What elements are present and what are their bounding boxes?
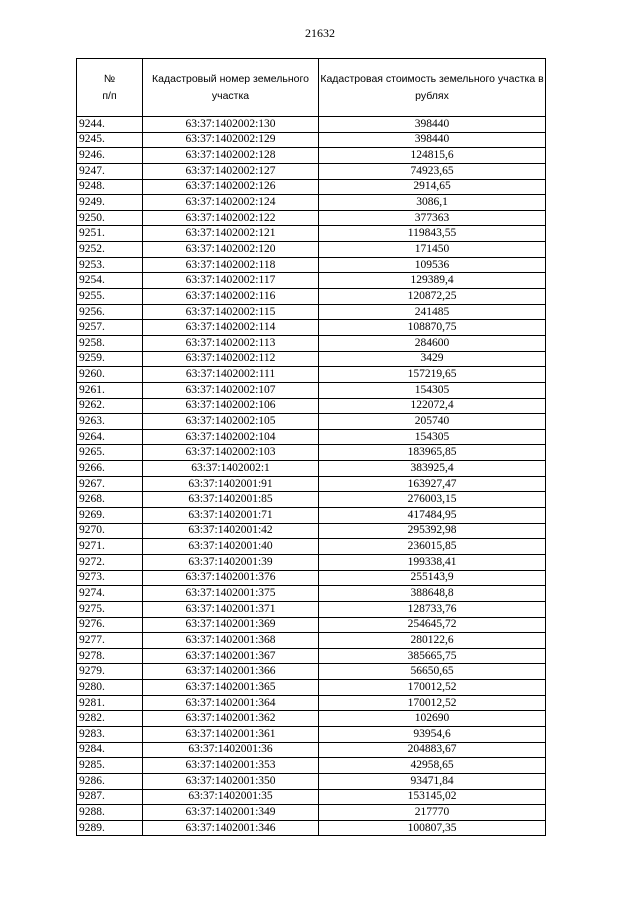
table-row <box>77 726 546 742</box>
cadastral-number-cell: 63:37:1402002:1 <box>143 461 319 477</box>
row-number-cell: 9249. <box>77 195 143 211</box>
cadastral-value-cell: 236015,85 <box>319 539 546 555</box>
cadastral-number-cell: 63:37:1402001:91 <box>143 476 319 492</box>
cadastral-value-cell: 398440 <box>319 117 546 133</box>
row-number-cell: 9272. <box>77 554 143 570</box>
cadastral-value-cell: 154305 <box>319 382 546 398</box>
table-row <box>77 351 546 367</box>
cadastral-value-cell: 295392,98 <box>319 523 546 539</box>
table-row <box>77 711 546 727</box>
table-row <box>77 429 546 445</box>
header-number-sign: № <box>103 72 116 85</box>
cadastral-value-cell: 163927,47 <box>319 476 546 492</box>
row-number-cell: 9252. <box>77 242 143 258</box>
table-row <box>77 320 546 336</box>
cadastral-number-cell: 63:37:1402001:365 <box>143 680 319 696</box>
cadastral-value-cell: 388648,8 <box>319 586 546 602</box>
row-number-cell: 9260. <box>77 367 143 383</box>
cadastral-number-cell: 63:37:1402002:117 <box>143 273 319 289</box>
cadastral-number-cell: 63:37:1402001:42 <box>143 523 319 539</box>
cadastral-value-cell: 3086,1 <box>319 195 546 211</box>
row-number-cell: 9248. <box>77 179 143 195</box>
table-row <box>77 523 546 539</box>
cadastral-value-cell: 157219,65 <box>319 367 546 383</box>
row-number-cell: 9259. <box>77 351 143 367</box>
table-body <box>77 117 546 836</box>
cadastral-number-cell: 63:37:1402002:113 <box>143 335 319 351</box>
row-number-cell: 9265. <box>77 445 143 461</box>
cadastral-number-cell: 63:37:1402002:114 <box>143 320 319 336</box>
cadastral-value-cell: 154305 <box>319 429 546 445</box>
table-row <box>77 601 546 617</box>
row-number-cell: 9244. <box>77 117 143 133</box>
table-row <box>77 476 546 492</box>
cadastral-value-cell: 2914,65 <box>319 179 546 195</box>
row-number-cell: 9256. <box>77 304 143 320</box>
table-row <box>77 586 546 602</box>
table-row <box>77 335 546 351</box>
header-row-number <box>77 59 143 117</box>
row-number-cell: 9247. <box>77 163 143 179</box>
cadastral-number-cell: 63:37:1402002:115 <box>143 304 319 320</box>
cadastral-value-cell: 255143,9 <box>319 570 546 586</box>
cadastral-number-cell: 63:37:1402001:371 <box>143 601 319 617</box>
table-row <box>77 398 546 414</box>
cadastral-value-cell: 120872,25 <box>319 289 546 305</box>
row-number-cell: 9264. <box>77 429 143 445</box>
cadastral-value-cell: 122072,4 <box>319 398 546 414</box>
cadastral-number-cell: 63:37:1402002:106 <box>143 398 319 414</box>
table-row <box>77 570 546 586</box>
cadastral-value-cell: 385665,75 <box>319 648 546 664</box>
header-number-abbrev: п/п <box>102 89 117 102</box>
cadastral-value-cell: 108870,75 <box>319 320 546 336</box>
table-row <box>77 789 546 805</box>
cadastral-value-cell: 398440 <box>319 132 546 148</box>
cadastral-number-cell: 63:37:1402002:104 <box>143 429 319 445</box>
cadastral-value-cell: 102690 <box>319 711 546 727</box>
table-row <box>77 132 546 148</box>
cadastral-number-cell: 63:37:1402002:121 <box>143 226 319 242</box>
header-row <box>77 59 546 117</box>
row-number-cell: 9276. <box>77 617 143 633</box>
cadastral-number-cell: 63:37:1402002:116 <box>143 289 319 305</box>
cadastral-number-cell: 63:37:1402002:105 <box>143 414 319 430</box>
cadastral-value-cell: 280122,6 <box>319 633 546 649</box>
row-number-cell: 9280. <box>77 680 143 696</box>
row-number-cell: 9245. <box>77 132 143 148</box>
row-number-cell: 9273. <box>77 570 143 586</box>
cadastral-value-cell: 56650,65 <box>319 664 546 680</box>
cadastral-number-cell: 63:37:1402002:118 <box>143 257 319 273</box>
table-row <box>77 382 546 398</box>
cadastral-number-cell: 63:37:1402001:40 <box>143 539 319 555</box>
table-row <box>77 695 546 711</box>
header-cadastral-number: Кадастровый номер земельного участка <box>143 59 319 117</box>
table-row <box>77 617 546 633</box>
table-row <box>77 148 546 164</box>
cadastral-number-cell: 63:37:1402001:353 <box>143 758 319 774</box>
table-row <box>77 414 546 430</box>
row-number-cell: 9269. <box>77 508 143 524</box>
cadastral-number-cell: 63:37:1402002:103 <box>143 445 319 461</box>
table-row <box>77 773 546 789</box>
cadastral-value-cell: 109536 <box>319 257 546 273</box>
row-number-cell: 9278. <box>77 648 143 664</box>
row-number-cell: 9253. <box>77 257 143 273</box>
cadastral-number-cell: 63:37:1402001:35 <box>143 789 319 805</box>
cadastral-number-cell: 63:37:1402001:368 <box>143 633 319 649</box>
cadastral-value-cell: 276003,15 <box>319 492 546 508</box>
cadastral-number-cell: 63:37:1402001:366 <box>143 664 319 680</box>
table-row <box>77 648 546 664</box>
cadastral-value-cell: 93954,6 <box>319 726 546 742</box>
cadastral-number-cell: 63:37:1402002:107 <box>143 382 319 398</box>
cadastral-value-cell: 171450 <box>319 242 546 258</box>
row-number-cell: 9285. <box>77 758 143 774</box>
row-number-cell: 9288. <box>77 805 143 821</box>
cadastral-value-table <box>76 58 546 836</box>
cadastral-number-cell: 63:37:1402001:369 <box>143 617 319 633</box>
table-row <box>77 367 546 383</box>
cadastral-value-cell: 74923,65 <box>319 163 546 179</box>
row-number-cell: 9263. <box>77 414 143 430</box>
table-row <box>77 304 546 320</box>
row-number-cell: 9283. <box>77 726 143 742</box>
cadastral-number-cell: 63:37:1402001:375 <box>143 586 319 602</box>
row-number-cell: 9250. <box>77 210 143 226</box>
table-row <box>77 554 546 570</box>
table-row <box>77 805 546 821</box>
cadastral-value-cell: 153145,02 <box>319 789 546 805</box>
cadastral-number-cell: 63:37:1402002:120 <box>143 242 319 258</box>
table-row <box>77 742 546 758</box>
cadastral-value-cell: 204883,67 <box>319 742 546 758</box>
cadastral-value-cell: 199338,41 <box>319 554 546 570</box>
cadastral-number-cell: 63:37:1402001:376 <box>143 570 319 586</box>
table-row <box>77 226 546 242</box>
cadastral-value-cell: 129389,4 <box>319 273 546 289</box>
row-number-cell: 9267. <box>77 476 143 492</box>
table-row <box>77 179 546 195</box>
cadastral-number-cell: 63:37:1402002:111 <box>143 367 319 383</box>
header-cadastral-value: Кадастровая стоимость земельного участка в рублях <box>319 59 546 117</box>
table-row <box>77 508 546 524</box>
row-number-cell: 9286. <box>77 773 143 789</box>
cadastral-number-cell: 63:37:1402002:129 <box>143 132 319 148</box>
table-row <box>77 633 546 649</box>
page-number: 21632 <box>305 26 335 40</box>
cadastral-value-cell: 170012,52 <box>319 695 546 711</box>
table-row <box>77 664 546 680</box>
cadastral-number-cell: 63:37:1402001:349 <box>143 805 319 821</box>
cadastral-number-cell: 63:37:1402002:126 <box>143 179 319 195</box>
cadastral-number-cell: 63:37:1402002:127 <box>143 163 319 179</box>
row-number-cell: 9289. <box>77 820 143 836</box>
row-number-cell: 9262. <box>77 398 143 414</box>
cadastral-number-cell: 63:37:1402002:128 <box>143 148 319 164</box>
cadastral-value-cell: 170012,52 <box>319 680 546 696</box>
cadastral-number-cell: 63:37:1402002:124 <box>143 195 319 211</box>
cadastral-number-cell: 63:37:1402001:350 <box>143 773 319 789</box>
table-row <box>77 117 546 133</box>
row-number-cell: 9258. <box>77 335 143 351</box>
table-row <box>77 210 546 226</box>
row-number-cell: 9251. <box>77 226 143 242</box>
cadastral-number-cell: 63:37:1402001:364 <box>143 695 319 711</box>
table-row <box>77 273 546 289</box>
table-row <box>77 195 546 211</box>
row-number-cell: 9246. <box>77 148 143 164</box>
row-number-cell: 9282. <box>77 711 143 727</box>
cadastral-value-cell: 100807,35 <box>319 820 546 836</box>
cadastral-value-cell: 377363 <box>319 210 546 226</box>
cadastral-value-cell: 205740 <box>319 414 546 430</box>
row-number-cell: 9281. <box>77 695 143 711</box>
cadastral-value-cell: 417484,95 <box>319 508 546 524</box>
row-number-cell: 9284. <box>77 742 143 758</box>
table-row <box>77 163 546 179</box>
row-number-cell: 9266. <box>77 461 143 477</box>
table-row <box>77 680 546 696</box>
row-number-cell: 9287. <box>77 789 143 805</box>
table-row <box>77 539 546 555</box>
table-header <box>77 59 546 117</box>
cadastral-value-cell: 93471,84 <box>319 773 546 789</box>
table-row <box>77 820 546 836</box>
table-row <box>77 492 546 508</box>
row-number-cell: 9271. <box>77 539 143 555</box>
cadastral-number-cell: 63:37:1402002:130 <box>143 117 319 133</box>
table-row <box>77 257 546 273</box>
cadastral-number-cell: 63:37:1402001:346 <box>143 820 319 836</box>
row-number-cell: 9261. <box>77 382 143 398</box>
cadastral-number-cell: 63:37:1402001:71 <box>143 508 319 524</box>
table-row <box>77 445 546 461</box>
row-number-cell: 9275. <box>77 601 143 617</box>
cadastral-value-cell: 284600 <box>319 335 546 351</box>
row-number-cell: 9254. <box>77 273 143 289</box>
cadastral-number-cell: 63:37:1402001:36 <box>143 742 319 758</box>
row-number-cell: 9279. <box>77 664 143 680</box>
cadastral-number-cell: 63:37:1402001:362 <box>143 711 319 727</box>
table-row <box>77 242 546 258</box>
cadastral-value-cell: 254645,72 <box>319 617 546 633</box>
cadastral-number-cell: 63:37:1402001:367 <box>143 648 319 664</box>
cadastral-number-cell: 63:37:1402002:122 <box>143 210 319 226</box>
cadastral-value-cell: 42958,65 <box>319 758 546 774</box>
cadastral-number-cell: 63:37:1402001:85 <box>143 492 319 508</box>
row-number-cell: 9274. <box>77 586 143 602</box>
cadastral-value-cell: 124815,6 <box>319 148 546 164</box>
table-row <box>77 461 546 477</box>
cadastral-number-cell: 63:37:1402001:39 <box>143 554 319 570</box>
cadastral-number-cell: 63:37:1402002:112 <box>143 351 319 367</box>
cadastral-value-cell: 241485 <box>319 304 546 320</box>
cadastral-value-cell: 183965,85 <box>319 445 546 461</box>
table-row <box>77 758 546 774</box>
row-number-cell: 9255. <box>77 289 143 305</box>
row-number-cell: 9270. <box>77 523 143 539</box>
cadastral-number-cell: 63:37:1402001:361 <box>143 726 319 742</box>
cadastral-value-cell: 383925,4 <box>319 461 546 477</box>
cadastral-value-cell: 3429 <box>319 351 546 367</box>
table-row <box>77 289 546 305</box>
row-number-cell: 9257. <box>77 320 143 336</box>
cadastral-value-cell: 128733,76 <box>319 601 546 617</box>
cadastral-value-cell: 217770 <box>319 805 546 821</box>
row-number-cell: 9268. <box>77 492 143 508</box>
cadastral-value-cell: 119843,55 <box>319 226 546 242</box>
row-number-cell: 9277. <box>77 633 143 649</box>
